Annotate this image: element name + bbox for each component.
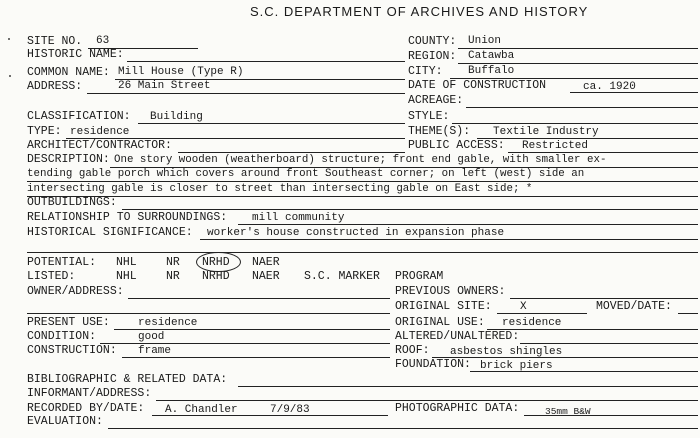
value-description-line2: tending gable porch which covers around front Southeast corner; on left (west) side an [27, 168, 585, 180]
value-description-line1: One story wooden (weatherboard) structure; front end gable, with smaller ex- [114, 154, 607, 166]
line-informant [156, 400, 698, 401]
label-themes: THEME(S): [408, 125, 471, 138]
label-historic-name: HISTORIC NAME: [27, 48, 124, 61]
label-date-construction: DATE OF CONSTRUCTION [408, 79, 547, 92]
value-description-line3: intersecting gable is closer to street than intersecting gable on East side; * [27, 183, 533, 195]
value-county: Union [468, 35, 502, 47]
line-moved-date [678, 313, 698, 314]
label-address: ADDRESS: [27, 80, 83, 93]
value-type: residence [70, 126, 130, 138]
line-description-2 [27, 181, 698, 182]
label-construction: CONSTRUCTION: [27, 344, 117, 357]
label-sc-marker: S.C. MARKER [304, 270, 380, 283]
line-original-site [497, 313, 587, 314]
line-bibliographic [238, 386, 698, 387]
label-outbuildings: OUTBUILDINGS: [27, 196, 117, 209]
label-type: TYPE: [27, 125, 62, 138]
label-photographic: PHOTOGRAPHIC DATA: [395, 402, 520, 415]
scan-speck [8, 38, 10, 40]
label-architect: ARCHITECT/CONTRACTOR: [27, 139, 172, 152]
label-original-site: ORIGINAL SITE: [395, 300, 492, 313]
value-foundation: brick piers [480, 360, 553, 372]
listed-naer: NAER [252, 270, 280, 283]
value-relationship: mill community [252, 212, 345, 224]
label-historical-significance: HISTORICAL SIGNIFICANCE: [27, 226, 193, 239]
line-outbuildings [122, 209, 698, 210]
value-roof: asbestos shingles [450, 346, 563, 358]
label-common-name: COMMON NAME: [27, 66, 110, 79]
label-listed: LISTED: [27, 270, 76, 283]
listed-nr: NR [166, 270, 180, 283]
line-acreage [466, 107, 698, 108]
line-address [87, 93, 405, 94]
line-region [458, 63, 698, 64]
value-region: Catawba [468, 50, 515, 62]
label-evaluation: EVALUATION: [27, 415, 103, 428]
label-county: COUNTY: [408, 35, 457, 48]
line-county [458, 48, 698, 49]
listed-nrhd: NRHD [202, 270, 230, 283]
nrhd-circle-mark [196, 252, 241, 272]
value-recorded-date: 7/9/83 [270, 404, 310, 416]
line-architect [178, 152, 405, 153]
value-construction: frame [138, 345, 172, 357]
listed-nhl: NHL [116, 270, 137, 283]
line-owner-address [128, 298, 390, 299]
potential-naer: NAER [252, 256, 280, 269]
label-acreage: ACREAGE: [408, 94, 464, 107]
label-relationship: RELATIONSHIP TO SURROUNDINGS: [27, 211, 228, 224]
label-potential: POTENTIAL: [27, 256, 97, 269]
value-themes: Textile Industry [493, 126, 599, 138]
label-region: REGION: [408, 50, 457, 63]
line-owner-extra [27, 313, 390, 314]
label-informant: INFORMANT/ADDRESS: [27, 387, 152, 400]
potential-nhl: NHL [116, 256, 137, 269]
value-photographic: 35mm B&W [545, 406, 591, 417]
label-roof: ROOF: [395, 344, 430, 357]
value-site-no: 63 [96, 35, 110, 47]
label-style: STYLE: [408, 110, 450, 123]
value-present-use: residence [138, 317, 198, 329]
potential-nrhd: NRHD [202, 256, 230, 269]
line-historic-name [127, 61, 405, 62]
value-common-name: Mill House (Type R) [118, 66, 244, 78]
value-date-construction: ca. 1920 [583, 81, 636, 93]
value-public-access: Restricted [522, 140, 589, 152]
label-program: PROGRAM [395, 270, 444, 283]
label-classification: CLASSIFICATION: [27, 110, 131, 123]
value-historical-significance: worker's house constructed in expansion phase [207, 227, 505, 239]
value-address: 26 Main Street [118, 80, 211, 92]
label-altered: ALTERED/UNALTERED: [395, 330, 520, 343]
value-classification: Building [150, 111, 203, 123]
label-city: CITY: [408, 65, 443, 78]
line-style [452, 123, 698, 124]
label-condition: CONDITION: [27, 330, 97, 343]
line-previous-owners [510, 298, 698, 299]
line-evaluation [108, 428, 698, 429]
label-owner-address: OWNER/ADDRESS: [27, 285, 124, 298]
value-recorded-by: A. Chandler [165, 404, 238, 416]
label-site-no: SITE NO. [27, 35, 83, 48]
potential-nr: NR [166, 256, 180, 269]
section-divider [27, 252, 698, 253]
label-moved-date: MOVED/DATE: [596, 300, 672, 313]
value-condition: good [138, 331, 165, 343]
form-header: S.C. DEPARTMENT OF ARCHIVES AND HISTORY [250, 4, 589, 19]
label-original-use: ORIGINAL USE: [395, 316, 485, 329]
value-original-use: residence [502, 317, 562, 329]
label-description: DESCRIPTION: [27, 153, 110, 166]
value-original-site: X [520, 301, 527, 313]
label-foundation: FOUNDATION: [395, 358, 471, 371]
label-present-use: PRESENT USE: [27, 316, 110, 329]
label-recorded-by: RECORDED BY/DATE: [27, 402, 145, 415]
label-bibliographic: BIBLIOGRAPHIC & RELATED DATA: [27, 373, 228, 386]
value-city: Buffalo [468, 65, 515, 77]
line-altered [520, 343, 698, 344]
scan-speck [9, 75, 11, 77]
label-previous-owners: PREVIOUS OWNERS: [395, 285, 506, 298]
label-public-access: PUBLIC ACCESS: [408, 139, 505, 152]
line-description-3 [27, 196, 698, 197]
